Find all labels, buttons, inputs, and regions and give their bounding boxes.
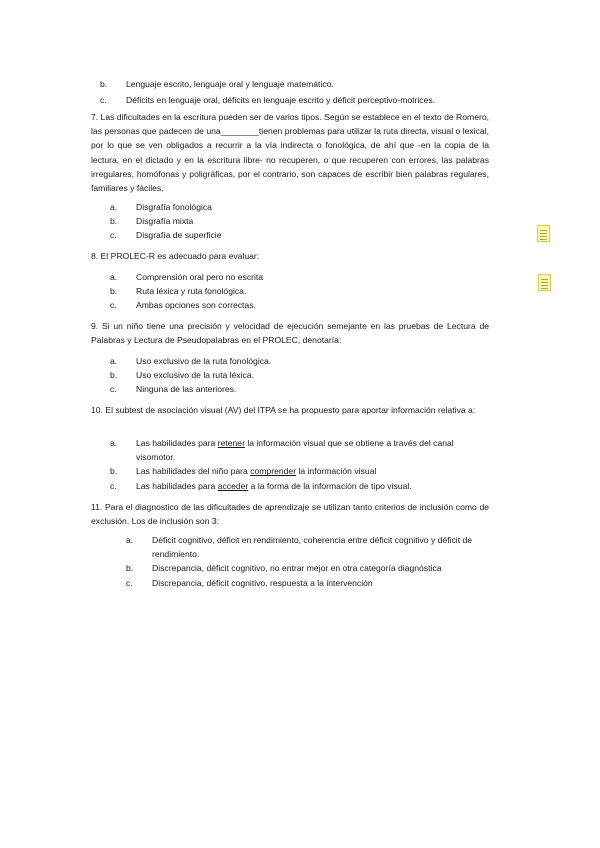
question-9-options xyxy=(110,354,490,397)
list-item xyxy=(110,284,490,298)
option-text-underlined: acceder xyxy=(217,480,249,491)
list-item xyxy=(110,464,490,478)
option-text: Disgrafía de superficie xyxy=(136,230,222,241)
list-item xyxy=(110,368,490,382)
question-7-options xyxy=(110,200,490,243)
option-text: Déficit cognitivo, déficit en rendimiento, coherencia entre déficit cognitivo y déficit de rendimiento. xyxy=(152,535,473,560)
option-text-pre: Las habilidades para xyxy=(136,480,218,491)
option-text: Ruta léxica y ruta fonológica. xyxy=(136,286,247,297)
option-marker: b. xyxy=(110,466,118,477)
list-item xyxy=(126,533,492,561)
sticky-note-icon[interactable] xyxy=(538,274,551,291)
option-marker: c. xyxy=(100,95,107,105)
option-text-underlined: comprender xyxy=(250,466,297,477)
option-text: Lenguaje escrito, lenguaje oral y lenguaje matemático. xyxy=(126,79,334,89)
question-8-options xyxy=(110,270,490,313)
list-item xyxy=(126,576,492,590)
list-item xyxy=(110,270,490,284)
top-options-list xyxy=(100,76,490,108)
list-item xyxy=(126,561,492,575)
option-text-pre: Las habilidades del niño para xyxy=(136,466,251,477)
sticky-note-icon[interactable] xyxy=(537,225,550,242)
option-marker: b. xyxy=(126,563,134,574)
question-10-options xyxy=(110,436,490,493)
option-text: Déficits en lenguaje oral, déficits en lenguaje escrito y déficit perceptivo-motrices. xyxy=(126,95,436,105)
question-8: 8. El PROLEC-R es adecuado para evaluar: xyxy=(91,251,260,261)
list-item xyxy=(110,354,490,368)
option-marker: a. xyxy=(110,202,118,212)
option-marker: a. xyxy=(110,272,118,282)
option-text: Ambas opciones son correctas. xyxy=(136,300,256,311)
option-marker: b. xyxy=(110,286,118,297)
list-item xyxy=(110,298,490,312)
option-marker: c. xyxy=(110,230,117,241)
list-item xyxy=(110,228,490,242)
option-text-post: la información visual que se obtiene a través del canal visomotor. xyxy=(136,438,454,463)
option-marker: b. xyxy=(100,79,108,89)
option-text-underlined: retener xyxy=(217,438,245,448)
option-text-pre: Las habilidades para xyxy=(136,438,218,448)
option-marker: a. xyxy=(110,438,118,448)
list-item xyxy=(110,382,490,396)
question-11: 11. Para el diagnostico de las dificultades de aprendizaje se utilizan tanto criterios de inclusión como de exclusión. Los de inclusión son 3: xyxy=(91,502,489,527)
option-text: Comprensión oral pero no escrita xyxy=(136,272,264,282)
option-marker: b. xyxy=(110,216,118,227)
list-item xyxy=(100,76,490,92)
option-marker: c. xyxy=(110,384,117,395)
list-item xyxy=(100,92,490,108)
option-text: Ninguna de las anteriores. xyxy=(136,384,237,395)
question-7: 7. Las dificultades en la escritura pueden ser de varios tipos. Según se establece en el texto de Romero, las personas que padecen de una________tienen problemas para utilizar la ruta directa, visual o lexical, por lo que se ven obligados a recurrir a la vía indirecta o fonológica, de ahí que -en la copia de la lectura, en el dictado y en la escritura libre- no recuperen, o que recuperen con errores, las palabras irregulares, homófonas y poligráficas, por el contrario, son capaces de escribir bien palabras regulares, familiares y fáciles. xyxy=(91,112,489,194)
option-text: Discrepancia, déficit cognitivo, no entrar mejor en otra categoría diagnóstica xyxy=(152,563,442,574)
question-9: 9. Si un niño tiene una precisión y velocidad de ejecución semejante en las pruebas de Lectura de Palabras y Lectura de Pseudopalabras en el PROLEC, denotaría: xyxy=(91,321,489,346)
list-item xyxy=(110,200,490,214)
question-11-options xyxy=(126,533,492,590)
list-item xyxy=(110,436,490,464)
option-text: Disgrafía mixta xyxy=(136,216,194,227)
option-text: Uso exclusivo de la ruta léxica. xyxy=(136,370,254,381)
option-text: Discrepancia, déficit cognitivo, respuesta a la intervención xyxy=(152,577,373,588)
option-marker: c. xyxy=(110,300,117,311)
option-text: Disgrafía fonológica xyxy=(136,202,212,212)
option-marker: c. xyxy=(126,577,133,588)
option-text-post: a la forma de la información de tipo visual. xyxy=(248,480,412,491)
list-item xyxy=(110,214,490,228)
option-text: Uso exclusivo de la ruta fonológica. xyxy=(136,356,272,366)
option-marker: a. xyxy=(110,356,118,366)
list-item xyxy=(110,479,490,493)
question-10: 10. El subtest de asociación visual (AV) del ITPA se ha propuesto para aportar información relativa a: xyxy=(91,405,476,415)
option-marker: a. xyxy=(126,535,134,545)
option-text-post: la información visual xyxy=(296,466,377,477)
option-marker: c. xyxy=(110,480,117,491)
option-marker: b. xyxy=(110,370,118,381)
